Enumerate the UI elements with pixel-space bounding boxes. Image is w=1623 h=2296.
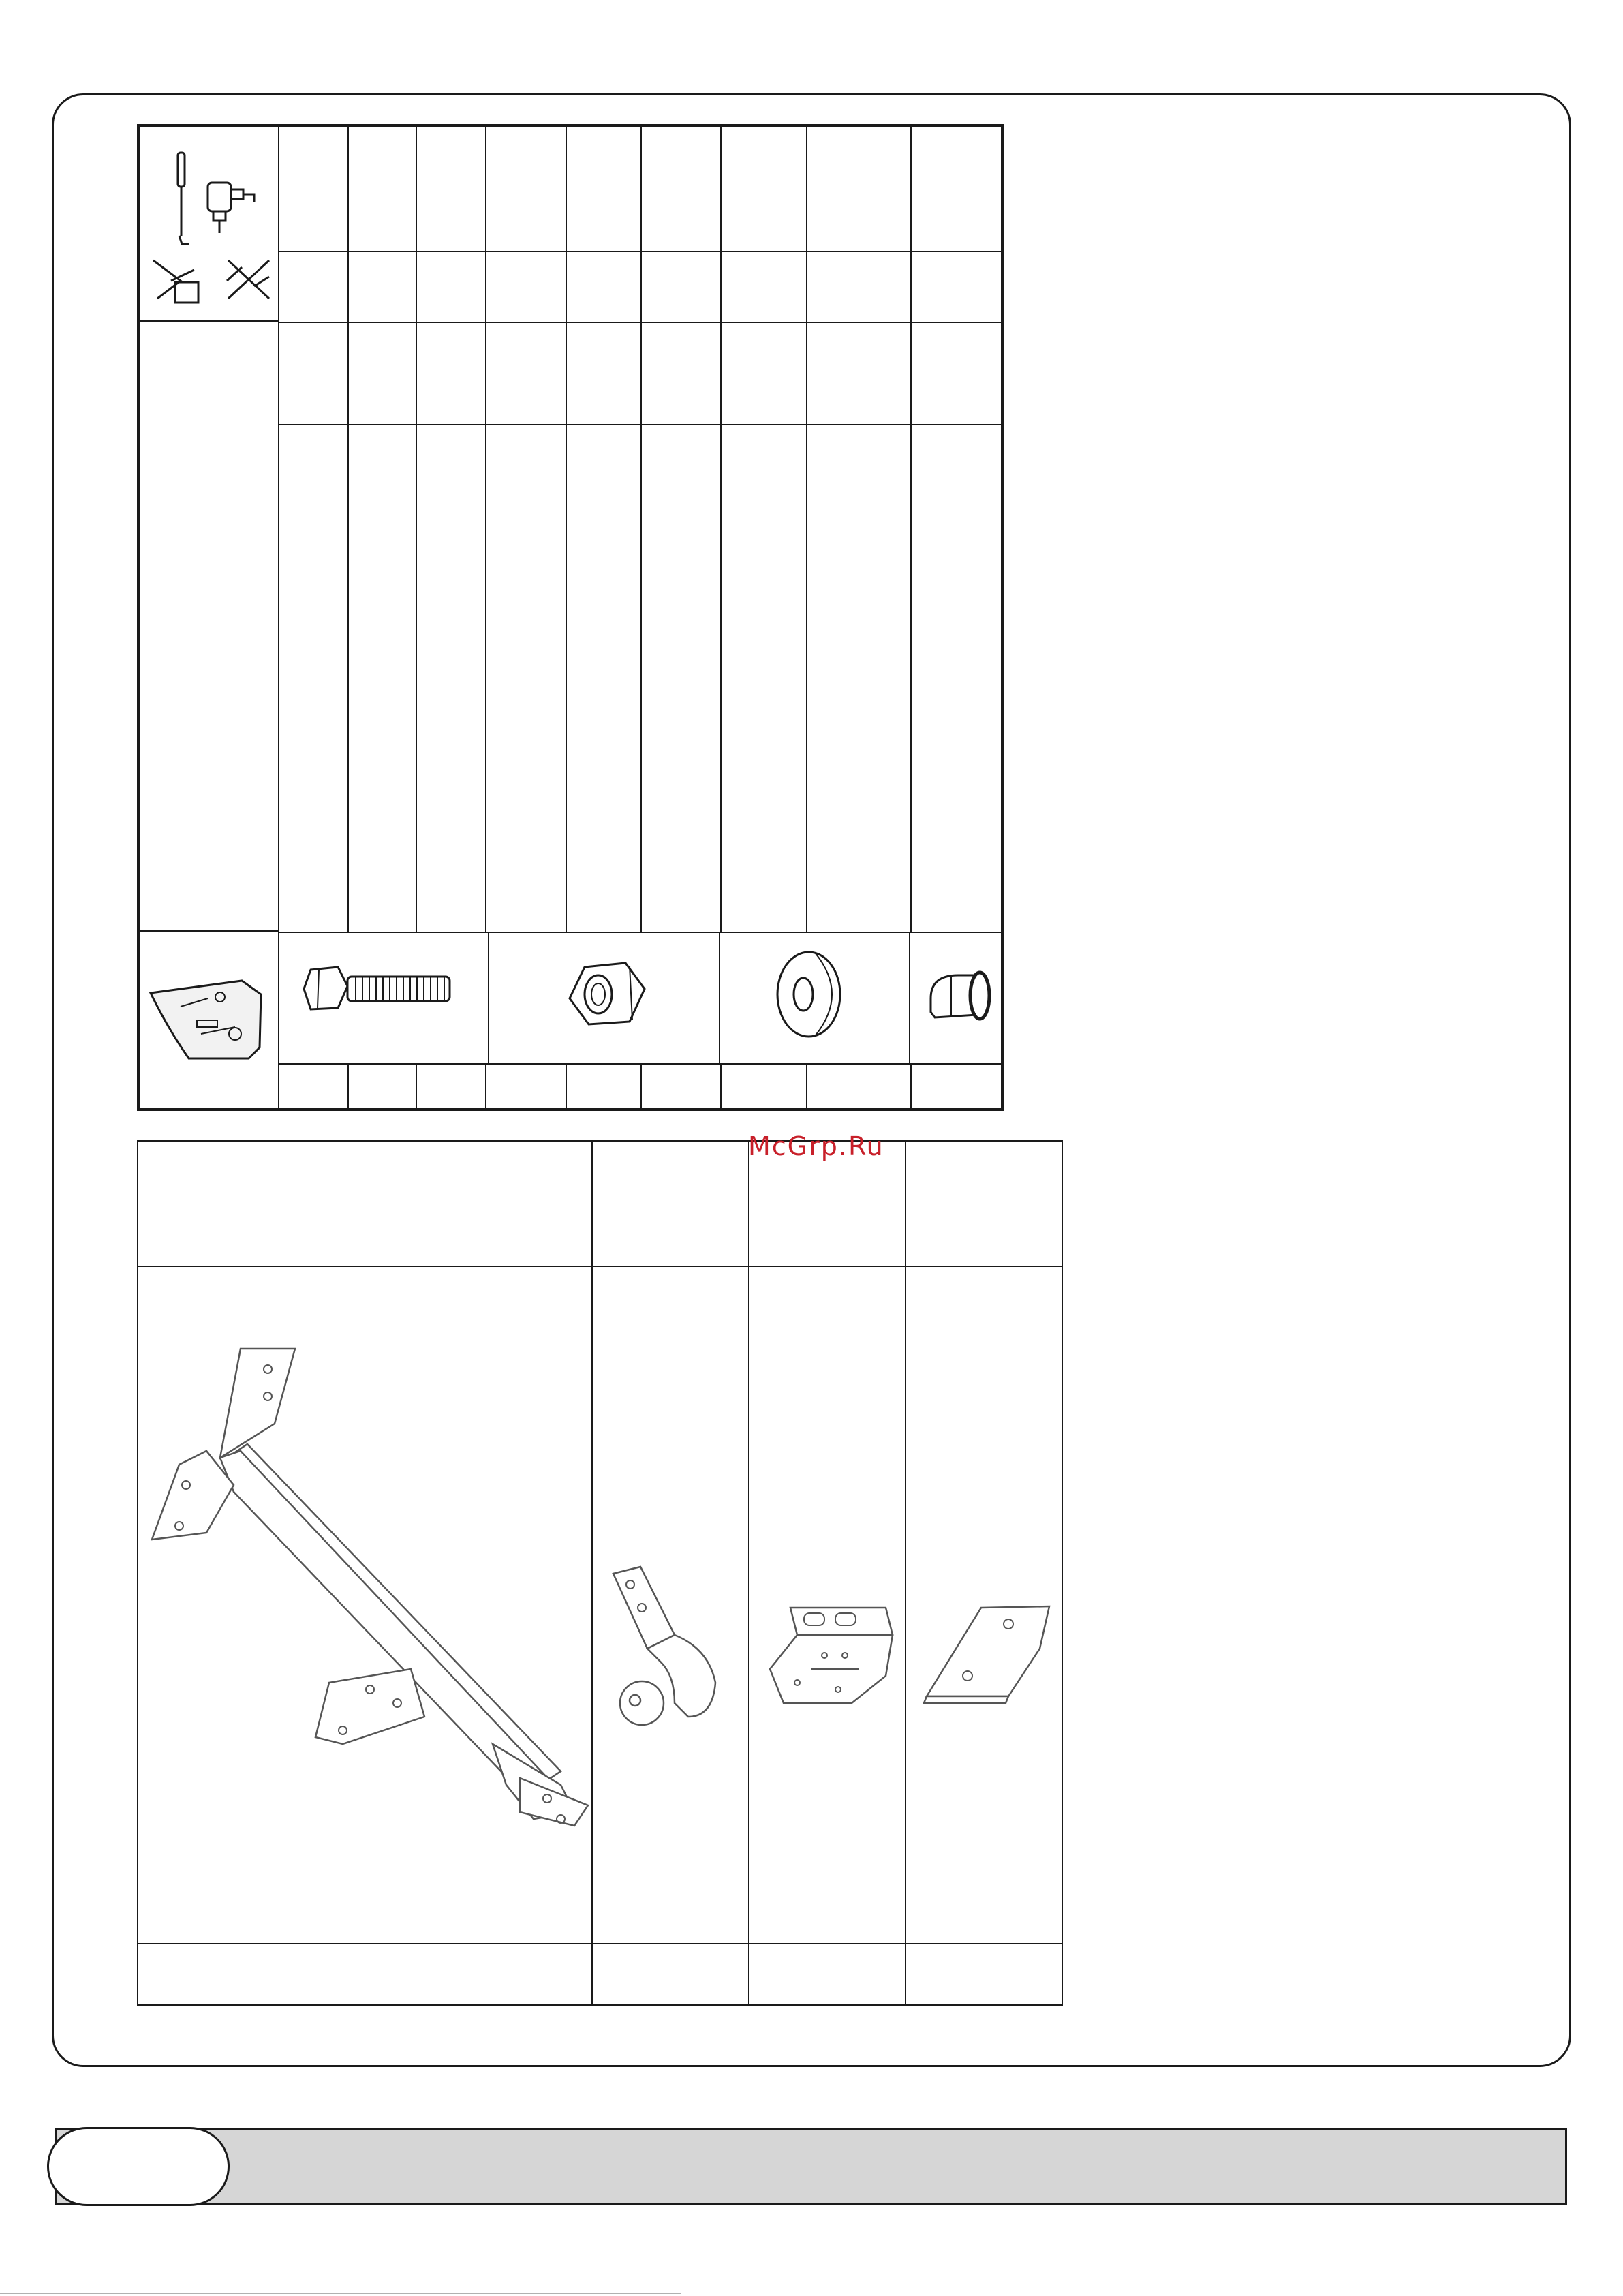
spacer-plate [906, 1267, 1063, 1943]
footer-bar [55, 2128, 1567, 2205]
hex-bolt-icon [279, 933, 489, 1065]
washer-cell [720, 932, 910, 1063]
bolt-cell [279, 932, 489, 1063]
hex-nut-icon [489, 933, 720, 1065]
fixing-kit-bag-icon [140, 932, 279, 1108]
components-table [137, 1140, 1063, 2006]
tools-illustration [140, 127, 279, 322]
tool-icon-cell [140, 127, 279, 322]
check-mark-icon [153, 260, 198, 303]
nut-cell [489, 932, 720, 1063]
flat-washer-icon [720, 933, 910, 1065]
fastener-table [137, 124, 1004, 1111]
bottom-rule [0, 2293, 681, 2294]
kit-bag-cell [140, 932, 279, 1108]
tow-bar-crossmember [138, 1267, 591, 1943]
tow-ball-neck [593, 1267, 748, 1943]
tool-blank-cell [140, 322, 279, 932]
cap-nut-cell [910, 932, 1004, 1063]
cross-mark-icon [227, 260, 269, 299]
impact-drill-icon [208, 183, 254, 233]
cap-nut-icon [910, 933, 1004, 1065]
page-number-pill [47, 2127, 230, 2206]
electrical-bracket [749, 1267, 905, 1943]
watermark-text: McGrp.Ru [748, 1131, 884, 1161]
torque-wrench-icon [178, 153, 189, 244]
